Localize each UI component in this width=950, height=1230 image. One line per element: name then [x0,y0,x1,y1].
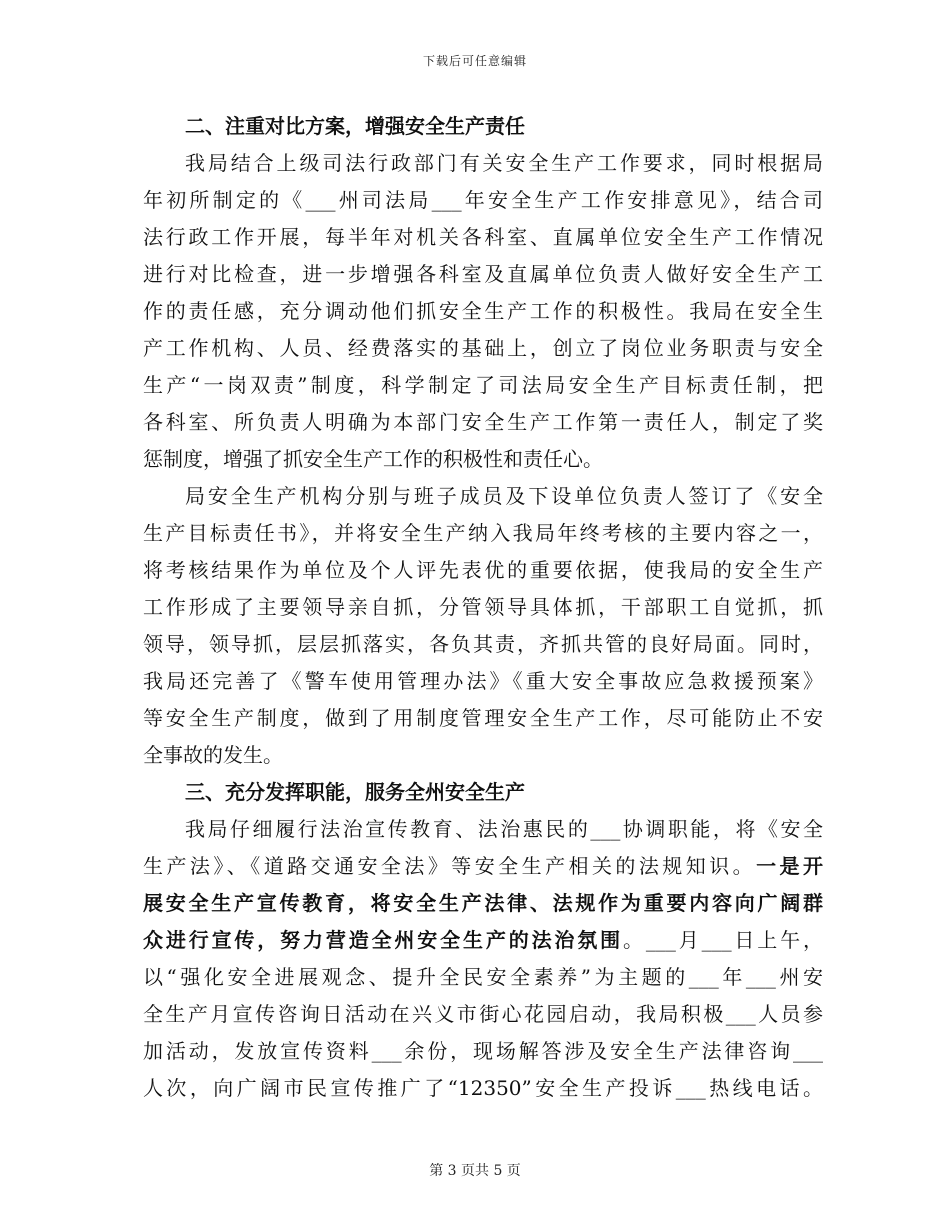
bold-text: 众进行宣传，努力营造全州安全生产的法治氛围 [143,928,623,952]
paragraph-line: 生产目标责任书》，并将安全生产纳入我局年终考核的主要内容之一， [143,521,823,545]
paragraph-line [143,922,823,959]
paragraph-line: 惩制度，增强了抓安全生产工作的积极性和责任心。 [143,447,603,471]
paragraph-line: 各科室、所负责人明确为本部门安全生产工作第一责任人，制定了奖 [143,410,823,434]
section-heading-2: 二、注重对比方案，增强安全生产责任 [185,114,525,138]
page-footer: 第 3 页共 5 页 [429,1163,521,1179]
paragraph-line: 生产“一岗双责”制度，科学制定了司法局安全生产目标责任制，把 [143,373,823,397]
paragraph-line: 将考核结果作为单位及个人评先表优的重要依据，使我局的安全生产 [143,558,823,582]
paragraph-line: 年初所制定的《___州司法局___年安全生产工作安排意见》，结合司 [143,188,823,212]
paragraph-line: 加活动，发放宣传资料___余份，现场解答涉及安全生产法律咨询___ [143,1039,823,1063]
paragraph-line: 全事故的发生。 [143,743,283,767]
paragraph-line: 我局结合上级司法行政部门有关安全生产工作要求，同时根据局 [185,151,823,175]
normal-text: 。___月___日上午， [623,928,824,952]
paragraph-line: 人次，向广阔市民宣传推广了“12350”安全生产投诉___热线电话。 [143,1076,823,1100]
section-heading-3: 三、充分发挥职能，服务全州安全生产 [185,780,525,804]
paragraph-line: 产工作机构、人员、经费落实的基础上，创立了岗位业务职责与安全 [143,336,823,360]
paragraph-line [143,848,823,885]
page-header: 下载后可任意编辑 [422,54,527,68]
paragraph-line: 以“强化安全进展观念、提升全民安全素养”为主题的___年___州安 [143,965,823,989]
paragraph-line: 作的责任感，充分调动他们抓安全生产工作的积极性。我局在安全生 [143,299,823,323]
paragraph-line: 我局仔细履行法治宣传教育、法治惠民的___协调职能，将《安全 [185,817,823,841]
paragraph-line: 局安全生产机构分别与班子成员及下设单位负责人签订了《安全 [185,484,823,508]
paragraph-line: 法行政工作开展，每半年对机关各科室、直属单位安全生产工作情况 [143,225,823,249]
paragraph-line: 等安全生产制度，做到了用制度管理安全生产工作，尽可能防止不安 [143,706,823,730]
paragraph-line: 全生产月宣传咨询日活动在兴义市街心花园启动，我局积极___人员参 [143,1002,823,1026]
paragraph-line: 领导，领导抓，层层抓落实，各负其责，齐抓共管的良好局面。同时， [143,632,823,656]
document-body [143,108,823,1107]
paragraph-line: 工作形成了主要领导亲自抓，分管领导具体抓，干部职工自觉抓，抓 [143,595,823,619]
paragraph-line: 进行对比检查，进一步增强各科室及直属单位负责人做好安全生产工 [143,262,823,286]
paragraph-line: 我局还完善了《警车使用管理办法》《重大安全事故应急救援预案》 [143,669,823,693]
bold-text: 一是开 [756,854,824,878]
paragraph-line: 展安全生产宣传教育，将安全生产法律、法规作为重要内容向广阔群 [143,891,823,915]
normal-text: 生产法》、《道路交通安全法》等安全生产相关的法规知识。 [143,854,757,878]
